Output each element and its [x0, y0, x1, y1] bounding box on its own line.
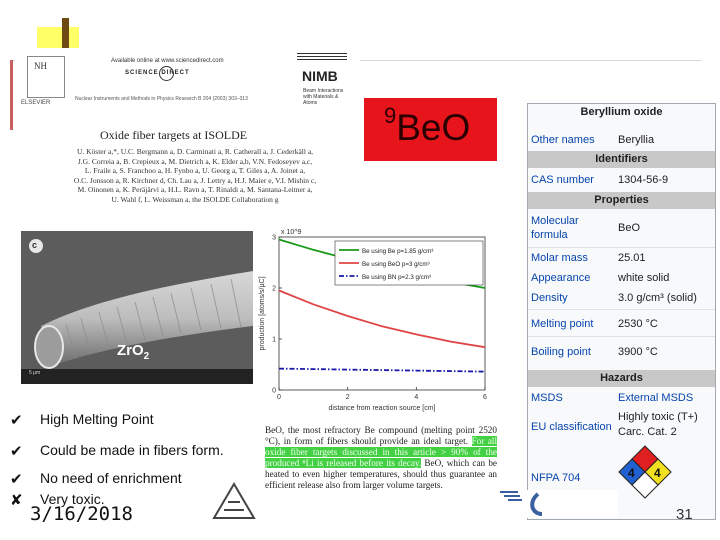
- molecular-formula-link[interactable]: Molecular: [531, 215, 579, 227]
- melting-point-link[interactable]: Melting point: [531, 318, 594, 330]
- cross-icon: ✘: [10, 491, 23, 509]
- infobox-row-formula: [528, 215, 715, 245]
- y-tick-label: 3: [272, 234, 276, 242]
- row-divider: [528, 309, 715, 310]
- identifiers-header: Identifiers: [528, 151, 715, 168]
- check-icon: ✔: [10, 442, 23, 460]
- nfpa-health-value: 4: [628, 466, 635, 480]
- legend-label: Be using BeO p=3 g/cm³: [362, 261, 430, 268]
- appearance-link[interactable]: Appearance: [531, 272, 591, 284]
- legend-label: Be using BN p=2.3 g/cm³: [362, 274, 431, 281]
- properties-header: Properties: [528, 192, 715, 209]
- other-names-link[interactable]: Other names: [531, 134, 595, 146]
- decorative-accent: [10, 60, 13, 130]
- slide-date: 3/16/2018: [30, 503, 133, 525]
- slide-number: 31: [676, 506, 693, 523]
- micrograph-scale: 5 μm: [29, 370, 41, 376]
- infobox-row-other-names: [528, 134, 715, 151]
- cas-number-link[interactable]: CAS number: [531, 174, 594, 186]
- infobox-title: Beryllium oxide: [528, 106, 715, 122]
- molecular-formula-link-2[interactable]: formula: [531, 229, 568, 241]
- author-line: J.G. Correia a, B. Crepieux a, M. Dietrich a, K. Elder a,b, V.N. Fedoseyev a,c,: [77, 156, 313, 166]
- eurisol-logo-icon: [498, 482, 618, 522]
- sciencedirect-icon: [159, 66, 174, 81]
- y-tick-label: 2: [272, 285, 276, 293]
- bullet-text: Could be made in fibers form.: [40, 442, 224, 458]
- infobox-row-cas: [528, 174, 715, 191]
- molecular-formula-value: BeO: [618, 222, 641, 234]
- nh-logo: NH: [27, 56, 65, 98]
- row-divider: [528, 336, 715, 337]
- paper-authors: [45, 147, 345, 204]
- author-line: U. Köster a,*, U.C. Bergmann a, D. Carminati a, R. Catherall a, J. Cederkäll a,: [76, 147, 314, 156]
- paper-excerpt: [265, 425, 497, 491]
- bullet-text: Very toxic.: [40, 491, 105, 507]
- external-msds-link[interactable]: External MSDS: [618, 392, 694, 404]
- nimb-subtitle: Beam Interactions with Materials & Atoms: [303, 88, 344, 106]
- journal-reference: Nuclear Instruments and Methods in Physics Research B 204 (2003) 303–313: [75, 96, 248, 102]
- boiling-point-value: 3900 °C: [618, 346, 658, 358]
- other-names-value: Beryllia: [618, 134, 655, 146]
- x-tick-label: 0: [277, 394, 281, 401]
- author-line: M. Oinonen a, K. Peräjärvi a, H.L. Ravn a, T. Rinaldi a, M. Santana-Leitner a,: [77, 185, 313, 194]
- panel-label-badge: c: [29, 239, 43, 253]
- molar-mass-value: 25.01: [618, 252, 646, 264]
- eu-classification-value-1: Highly toxic (T+): [618, 411, 698, 423]
- excerpt-text-1: BeO, the most refractory Be compound (melting point 2520 °C), in form of fibers should provide an ideal target.: [265, 425, 497, 446]
- hazards-header: Hazards: [528, 370, 715, 387]
- paper-title: Oxide fiber targets at ISOLDE: [100, 128, 248, 142]
- author-line: U. Wahl f, L. Weissman a, the ISOLDE Collaboration g: [111, 194, 279, 204]
- appearance-value: white solid: [618, 272, 670, 284]
- x-tick-label: 6: [483, 394, 487, 401]
- boiling-point-link[interactable]: Boiling point: [531, 346, 591, 358]
- beo-title: $^9$BeO: [384, 103, 471, 148]
- sciencedirect-logo: SCIENCE DIRECT: [125, 70, 190, 76]
- excerpt-highlight: For all oxide fiber targets discussed in this article > 90% of the produced ⁸Li is released before its decay.: [265, 436, 498, 468]
- y-axis-label: production [atoms/s/µC]: [259, 276, 266, 351]
- bullet-text: High Melting Point: [40, 411, 154, 427]
- density-value: 3.0 g/cm³ (solid): [618, 292, 697, 304]
- excerpt-text-2: BeO, which can be heated to even higher temperatures, should thus guarantee an efficient release also from larger volume targets.: [265, 458, 497, 490]
- x-axis-label: distance from reaction source [cm]: [328, 405, 436, 412]
- author-line: O.C. Jonsson a, R. Kirchner d, Ch. Lau a, J. Lettry a, H.J. Maier e, V.I. Mishin c,: [73, 175, 317, 185]
- legend-label: Be using Be p=1.85 g/cm³: [362, 248, 434, 255]
- elsevier-logo: ELSEVIER: [21, 100, 51, 106]
- msds-link[interactable]: MSDS: [531, 392, 563, 404]
- available-online-text: Available online at www.sciencedirect.com: [111, 58, 224, 64]
- y-exponent-label: x 10^9: [281, 229, 302, 236]
- zro2-fiber-micrograph: [21, 231, 253, 384]
- check-icon: ✔: [10, 470, 23, 488]
- row-divider: [528, 247, 715, 248]
- x-tick-label: 2: [345, 394, 350, 401]
- eu-classification-value-2: Carc. Cat. 2: [618, 426, 677, 438]
- nfpa-reactivity-value: 4: [654, 466, 661, 480]
- y-tick-label: 1: [272, 336, 276, 344]
- check-icon: ✔: [10, 411, 23, 429]
- molar-mass-link[interactable]: Molar mass: [531, 252, 588, 264]
- author-line: L. Fraile a, S. Franchoo a, H. Fynbo a, U. Georg a, T. Giles a, A. Joinet a,: [84, 166, 306, 175]
- nfpa-704-diamond-icon: [617, 444, 673, 500]
- melting-point-value: 2530 °C: [618, 318, 658, 330]
- beo-title-box: [364, 98, 497, 161]
- y-tick-label: 0: [272, 387, 276, 395]
- density-link[interactable]: Density: [531, 292, 568, 304]
- infobox-row-eu-classification: [528, 409, 715, 443]
- nfpa-704-link[interactable]: NFPA 704: [531, 472, 581, 484]
- bullet-text: No need of enrichment: [40, 470, 182, 486]
- nimb-logo: NIMB: [302, 68, 338, 84]
- institution-logo-icon: [210, 480, 260, 522]
- eu-classification-link[interactable]: EU classification: [531, 421, 612, 433]
- cas-number-value: 1304-56-9: [618, 174, 669, 186]
- paper-header-image: [15, 48, 360, 220]
- x-tick-label: 4: [414, 394, 419, 401]
- zro2-label: ZrO$_2$: [117, 342, 150, 362]
- production-chart: [255, 225, 517, 415]
